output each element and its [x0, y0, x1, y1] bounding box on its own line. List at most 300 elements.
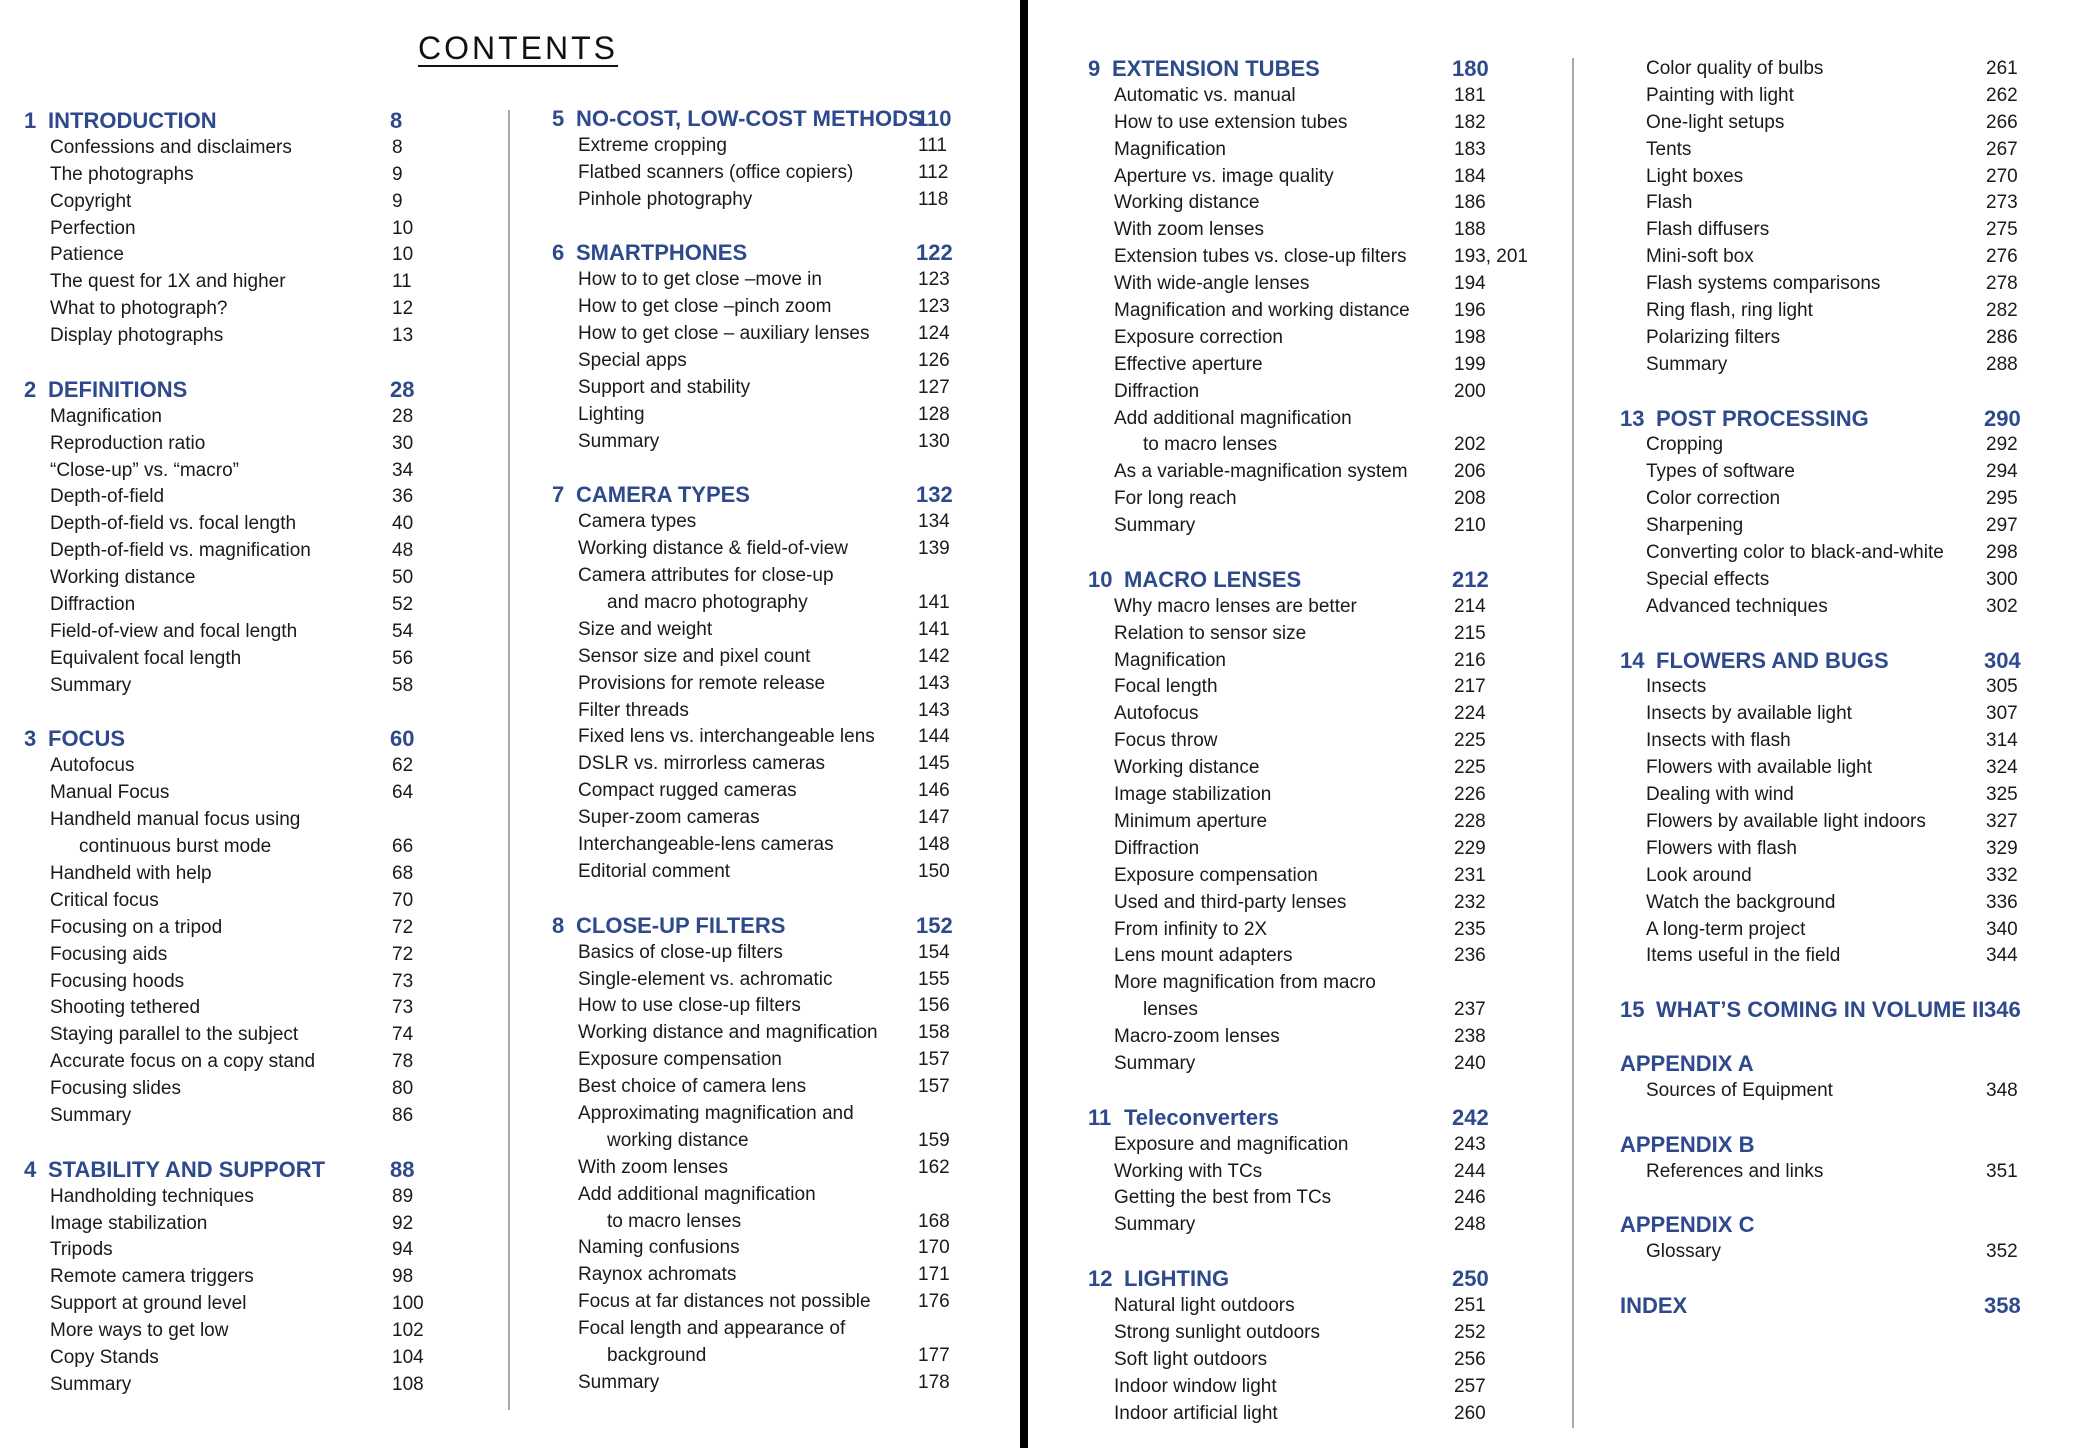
- page-divider: [1020, 0, 1028, 1448]
- toc-entry[interactable]: [1088, 513, 1528, 540]
- entry-title: Fixed lens vs. interchangeable lens: [578, 726, 875, 748]
- toc-entry[interactable]: [24, 1345, 444, 1372]
- entry-page: 198: [1454, 326, 1486, 348]
- entry-title: Insects by available light: [1646, 703, 1852, 725]
- entry-title: With wide-angle lenses: [1114, 273, 1310, 295]
- entry-page: 246: [1454, 1187, 1486, 1209]
- entry-page: 244: [1454, 1160, 1486, 1182]
- toc-entry[interactable]: [24, 1076, 444, 1103]
- toc-entry[interactable]: [24, 431, 444, 458]
- entry-title: Working with TCs: [1114, 1160, 1263, 1182]
- entry-page: 12: [392, 298, 414, 320]
- entry-page: 228: [1454, 810, 1486, 832]
- toc-entry[interactable]: [552, 1316, 962, 1343]
- section-gap: [1620, 1024, 2040, 1051]
- entry-page: 73: [392, 997, 414, 1019]
- entry-page: 134: [918, 511, 950, 533]
- toc-entry[interactable]: [1088, 621, 1528, 648]
- toc-entry[interactable]: [552, 617, 962, 644]
- chapter-page: 8: [390, 108, 403, 133]
- entry-page: 256: [1454, 1348, 1486, 1370]
- toc-entry[interactable]: [1620, 271, 2040, 298]
- toc-entry[interactable]: [552, 294, 962, 321]
- toc-entry[interactable]: [552, 1262, 962, 1289]
- toc-entry[interactable]: [1088, 271, 1528, 298]
- entry-title: Equivalent focal length: [50, 647, 242, 669]
- toc-entry[interactable]: [552, 993, 962, 1020]
- toc-entry[interactable]: [1088, 701, 1528, 728]
- entry-page: 332: [1986, 864, 2018, 886]
- entry-title: With zoom lenses: [1114, 219, 1264, 241]
- toc-entry[interactable]: [24, 646, 444, 673]
- entry-title: Handheld with help: [50, 862, 212, 884]
- entry-title: Copy Stands: [50, 1346, 159, 1368]
- chapter-heading[interactable]: [552, 106, 962, 133]
- toc-entry[interactable]: [24, 404, 444, 431]
- entry-page: 66: [392, 836, 414, 858]
- chapter-page: 358: [1984, 1292, 2021, 1318]
- entry-title: Advanced techniques: [1646, 595, 1828, 617]
- toc-entry[interactable]: [24, 216, 444, 243]
- toc-entry[interactable]: [24, 995, 444, 1022]
- toc-entry[interactable]: [1620, 836, 2040, 863]
- entry-title: lenses: [1143, 999, 1198, 1021]
- toc-entry[interactable]: [1088, 110, 1528, 137]
- toc-entry[interactable]: [1620, 809, 2040, 836]
- entry-page: 150: [918, 860, 950, 882]
- section-gap: [1620, 1266, 2040, 1293]
- toc-entry[interactable]: [552, 1047, 962, 1074]
- toc-entry[interactable]: [1620, 137, 2040, 164]
- chapter-heading[interactable]: [1620, 1132, 2040, 1159]
- toc-entry[interactable]: [1088, 809, 1528, 836]
- section-gap: [552, 456, 962, 483]
- entry-title: Tripods: [50, 1239, 113, 1261]
- chapter-heading[interactable]: [24, 377, 444, 404]
- entry-page: 170: [918, 1237, 950, 1259]
- toc-entry[interactable]: [1620, 863, 2040, 890]
- column-rule: [508, 110, 510, 1410]
- entry-title: For long reach: [1114, 488, 1237, 510]
- toc-entry[interactable]: [24, 942, 444, 969]
- toc-entry[interactable]: [24, 1291, 444, 1318]
- entry-title: More magnification from macro: [1114, 972, 1376, 994]
- toc-entry[interactable]: [1088, 1293, 1528, 1320]
- entry-page: 50: [392, 567, 414, 589]
- toc-entry[interactable]: [1620, 1078, 2040, 1105]
- toc-entry[interactable]: [24, 511, 444, 538]
- toc-entry[interactable]: [24, 1264, 444, 1291]
- toc-entry[interactable]: [1088, 137, 1528, 164]
- entry-page: 92: [392, 1212, 414, 1234]
- chapter-title: FOCUS: [48, 726, 125, 752]
- toc-entry[interactable]: [1088, 1347, 1528, 1374]
- toc-entry[interactable]: [24, 969, 444, 996]
- toc-entry[interactable]: [24, 135, 444, 162]
- chapter-heading[interactable]: [1620, 1051, 2040, 1078]
- entry-page: 142: [918, 645, 950, 667]
- toc-entry[interactable]: [1088, 1212, 1528, 1239]
- toc-entry[interactable]: [552, 509, 962, 536]
- toc-entry[interactable]: [552, 267, 962, 294]
- toc-entry[interactable]: [1620, 83, 2040, 110]
- section-gap: [1620, 970, 2040, 997]
- entry-title: Items useful in the field: [1646, 945, 1841, 967]
- toc-entry[interactable]: [1088, 1051, 1528, 1078]
- toc-entry[interactable]: [1088, 1320, 1528, 1347]
- entry-title: Exposure compensation: [578, 1049, 782, 1071]
- entry-page: 276: [1986, 246, 2018, 268]
- entry-title: Light boxes: [1646, 165, 1744, 187]
- toc-entry[interactable]: [1088, 459, 1528, 486]
- toc-entry[interactable]: [24, 592, 444, 619]
- entry-page: 188: [1454, 219, 1486, 241]
- chapter-heading[interactable]: [24, 108, 444, 135]
- toc-entry[interactable]: [1620, 1239, 2040, 1266]
- toc-entry[interactable]: [552, 724, 962, 751]
- toc-entry[interactable]: [552, 1209, 962, 1236]
- entry-page: 30: [392, 432, 414, 454]
- section-gap: [552, 886, 962, 913]
- entry-title: Summary: [50, 674, 132, 696]
- entry-title: Display photographs: [50, 325, 224, 347]
- toc-entry[interactable]: [1088, 1132, 1528, 1159]
- toc-entry[interactable]: [1088, 594, 1528, 621]
- chapter-heading[interactable]: [1620, 1293, 2040, 1320]
- entry-title: Critical focus: [50, 889, 159, 911]
- toc-entry[interactable]: [24, 269, 444, 296]
- entry-page: 52: [392, 594, 414, 616]
- toc-entry[interactable]: [552, 160, 962, 187]
- entry-title: Lighting: [578, 403, 645, 425]
- toc-entry[interactable]: [552, 563, 962, 590]
- toc-entry[interactable]: [1088, 1401, 1528, 1428]
- toc-entry[interactable]: [1620, 755, 2040, 782]
- toc-entry[interactable]: [1088, 379, 1528, 406]
- entry-title: Macro-zoom lenses: [1114, 1026, 1280, 1048]
- entry-page: 215: [1454, 622, 1486, 644]
- toc-entry[interactable]: [24, 1318, 444, 1345]
- toc-entry[interactable]: [552, 1182, 962, 1209]
- chapter-title: STABILITY AND SUPPORT: [48, 1156, 326, 1182]
- section-gap: [1088, 1239, 1528, 1266]
- toc-entry[interactable]: [552, 859, 962, 886]
- toc-entry[interactable]: [1088, 863, 1528, 890]
- toc-entry[interactable]: [1620, 298, 2040, 325]
- entry-page: 196: [1454, 300, 1486, 322]
- toc-entry[interactable]: [552, 321, 962, 348]
- entry-title: Glossary: [1646, 1241, 1721, 1263]
- toc-entry[interactable]: [552, 967, 962, 994]
- toc-entry[interactable]: [1088, 970, 1528, 997]
- toc-entry[interactable]: [1088, 352, 1528, 379]
- entry-page: 10: [392, 217, 414, 239]
- toc-entry[interactable]: [1088, 406, 1528, 433]
- entry-page: 314: [1986, 730, 2018, 752]
- chapter-heading[interactable]: [1620, 1212, 2040, 1239]
- toc-entry[interactable]: [1620, 244, 2040, 271]
- toc-entry[interactable]: [552, 805, 962, 832]
- entry-page: 186: [1454, 192, 1486, 214]
- toc-entry[interactable]: [1620, 567, 2040, 594]
- toc-entry[interactable]: [1088, 486, 1528, 513]
- toc-entry[interactable]: [24, 484, 444, 511]
- toc-entry[interactable]: [1088, 432, 1528, 459]
- chapter-page: 110: [916, 106, 952, 131]
- entry-page: 288: [1986, 353, 2018, 375]
- chapter-page: 180: [1452, 56, 1489, 81]
- chapter-title: EXTENSION TUBES: [1112, 56, 1320, 81]
- chapter-page: 290: [1984, 405, 2021, 431]
- chapter-heading[interactable]: [552, 482, 962, 509]
- toc-entry[interactable]: [1620, 459, 2040, 486]
- entry-page: 146: [918, 780, 950, 802]
- entry-title: How to use close-up filters: [578, 995, 801, 1017]
- toc-entry[interactable]: [24, 915, 444, 942]
- toc-entry[interactable]: [552, 832, 962, 859]
- entry-page: 300: [1986, 568, 2018, 590]
- toc-entry[interactable]: [1088, 83, 1528, 110]
- entry-title: Flash: [1646, 192, 1693, 214]
- chapter-heading[interactable]: [1088, 1266, 1528, 1293]
- toc-entry[interactable]: [1088, 298, 1528, 325]
- entry-title: Summary: [1114, 1214, 1196, 1236]
- entry-page: 261: [1986, 58, 2018, 79]
- toc-entry[interactable]: [24, 1022, 444, 1049]
- toc-entry[interactable]: [1088, 648, 1528, 675]
- entry-page: 154: [918, 941, 950, 963]
- entry-title: Sensor size and pixel count: [578, 645, 811, 667]
- entry-page: 208: [1454, 488, 1486, 510]
- entry-page: 231: [1454, 864, 1486, 886]
- toc-entry[interactable]: [1088, 190, 1528, 217]
- toc-entry[interactable]: [1088, 244, 1528, 271]
- entry-page: 302: [1986, 595, 2018, 617]
- toc-entry[interactable]: [24, 888, 444, 915]
- toc-entry[interactable]: [552, 1074, 962, 1101]
- toc-entry[interactable]: [552, 698, 962, 725]
- toc-entry[interactable]: [1088, 217, 1528, 244]
- toc-entry[interactable]: [552, 348, 962, 375]
- toc-entry[interactable]: [1088, 890, 1528, 917]
- toc-entry[interactable]: [1620, 217, 2040, 244]
- toc-entry[interactable]: [1620, 164, 2040, 191]
- toc-entry[interactable]: [552, 1343, 962, 1370]
- entry-title: With zoom lenses: [578, 1156, 728, 1178]
- toc-entry[interactable]: [1620, 890, 2040, 917]
- entry-page: 143: [918, 672, 950, 694]
- chapter-title: APPENDIX A: [1620, 1050, 1754, 1076]
- entry-page: 143: [918, 699, 950, 721]
- entry-page: 352: [1986, 1241, 2018, 1263]
- toc-entry[interactable]: [24, 1237, 444, 1264]
- chapter-heading[interactable]: [1620, 648, 2040, 675]
- toc-entry[interactable]: [552, 1020, 962, 1047]
- entry-title: Diffraction: [50, 594, 136, 616]
- entry-title: Summary: [1646, 353, 1728, 375]
- entry-title: to macro lenses: [607, 1210, 742, 1232]
- entry-page: 130: [918, 430, 950, 452]
- entry-page: 86: [392, 1104, 414, 1126]
- toc-entry[interactable]: [24, 565, 444, 592]
- toc-entry[interactable]: [24, 458, 444, 485]
- entry-page: 80: [392, 1078, 414, 1100]
- entry-title: Flatbed scanners (office copiers): [578, 161, 854, 183]
- toc-entry[interactable]: [1620, 432, 2040, 459]
- toc-entry[interactable]: [1620, 513, 2040, 540]
- entry-page: 267: [1986, 138, 2018, 160]
- chapter-heading[interactable]: [552, 240, 962, 267]
- entry-title: Provisions for remote release: [578, 672, 826, 694]
- toc-entry[interactable]: [552, 402, 962, 429]
- toc-entry[interactable]: [552, 1235, 962, 1262]
- toc-entry[interactable]: [24, 753, 444, 780]
- toc-entry[interactable]: [552, 375, 962, 402]
- entry-title: Summary: [578, 1371, 660, 1393]
- chapter-heading[interactable]: [1088, 1105, 1528, 1132]
- toc-entry[interactable]: [1620, 486, 2040, 513]
- chapter-heading[interactable]: [24, 1157, 444, 1184]
- toc-entry[interactable]: [24, 834, 444, 861]
- entry-page: 214: [1454, 595, 1486, 617]
- entry-title: background: [607, 1344, 707, 1366]
- toc-entry[interactable]: [1620, 917, 2040, 944]
- toc-entry[interactable]: [1620, 325, 2040, 352]
- toc-entry[interactable]: [24, 189, 444, 216]
- toc-entry[interactable]: [552, 778, 962, 805]
- toc-entry[interactable]: [24, 296, 444, 323]
- toc-entry[interactable]: [552, 671, 962, 698]
- chapter-heading[interactable]: [1620, 997, 2040, 1024]
- toc-entry[interactable]: [1088, 1185, 1528, 1212]
- chapter-number: 7: [552, 482, 565, 508]
- toc-entry[interactable]: [552, 940, 962, 967]
- entry-title: DSLR vs. mirrorless cameras: [578, 753, 826, 775]
- entry-page: 236: [1454, 945, 1486, 967]
- chapter-heading[interactable]: [24, 726, 444, 753]
- toc-entry[interactable]: [24, 619, 444, 646]
- entry-page: 128: [918, 403, 950, 425]
- toc-entry[interactable]: [1088, 836, 1528, 863]
- toc-entry[interactable]: [1088, 917, 1528, 944]
- toc-entry[interactable]: [1620, 701, 2040, 728]
- chapter-heading[interactable]: [552, 913, 962, 940]
- entry-title: Diffraction: [1114, 837, 1200, 859]
- toc-entry[interactable]: [1620, 1159, 2040, 1186]
- toc-entry[interactable]: [552, 536, 962, 563]
- toc-entry[interactable]: [552, 429, 962, 456]
- entry-title: Focusing slides: [50, 1078, 181, 1100]
- toc-entry[interactable]: [1620, 352, 2040, 379]
- entry-page: 127: [918, 376, 950, 398]
- toc-entry[interactable]: [1620, 110, 2040, 137]
- toc-entry[interactable]: [24, 861, 444, 888]
- entry-page: 9: [392, 163, 403, 185]
- toc-entry[interactable]: [1088, 164, 1528, 191]
- toc-entry[interactable]: [552, 1370, 962, 1397]
- toc-entry[interactable]: [1620, 782, 2040, 809]
- chapter-heading[interactable]: [1088, 567, 1528, 594]
- toc-entry[interactable]: [24, 1372, 444, 1399]
- toc-entry[interactable]: [1088, 755, 1528, 782]
- toc-entry[interactable]: [24, 538, 444, 565]
- toc-entry[interactable]: [1088, 997, 1528, 1024]
- toc-entry[interactable]: [24, 807, 444, 834]
- toc-entry[interactable]: [24, 323, 444, 350]
- entry-page: 248: [1454, 1214, 1486, 1236]
- toc-entry[interactable]: [552, 1289, 962, 1316]
- toc-entry[interactable]: [24, 1211, 444, 1238]
- entry-title: Dealing with wind: [1646, 784, 1794, 806]
- toc-entry[interactable]: [1620, 56, 2040, 83]
- toc-entry[interactable]: [1620, 594, 2040, 621]
- entry-page: 112: [918, 161, 949, 183]
- entry-title: Exposure compensation: [1114, 864, 1318, 886]
- toc-entry[interactable]: [1088, 728, 1528, 755]
- toc-entry[interactable]: [552, 590, 962, 617]
- toc-entry[interactable]: [24, 673, 444, 700]
- toc-entry[interactable]: [24, 1103, 444, 1130]
- toc-entry[interactable]: [552, 1128, 962, 1155]
- entry-page: 278: [1986, 273, 2018, 295]
- entry-title: Depth-of-field vs. magnification: [50, 540, 311, 562]
- toc-entry[interactable]: [24, 780, 444, 807]
- chapter-page: 28: [390, 376, 415, 402]
- entry-page: 123: [918, 269, 950, 291]
- entry-page: 64: [392, 782, 414, 804]
- toc-entry[interactable]: [24, 1049, 444, 1076]
- entry-page: 162: [918, 1156, 950, 1178]
- toc-entry[interactable]: [552, 751, 962, 778]
- toc-entry[interactable]: [1088, 325, 1528, 352]
- toc-entry[interactable]: [552, 187, 962, 214]
- toc-entry[interactable]: [1088, 943, 1528, 970]
- toc-entry[interactable]: [1620, 943, 2040, 970]
- toc-entry[interactable]: [1620, 190, 2040, 217]
- entry-title: Interchangeable-lens cameras: [578, 834, 834, 856]
- entry-title: References and links: [1646, 1160, 1824, 1182]
- entry-page: 28: [392, 405, 414, 427]
- toc-entry[interactable]: [552, 1155, 962, 1182]
- toc-entry[interactable]: [1088, 674, 1528, 701]
- toc-entry[interactable]: [1088, 1159, 1528, 1186]
- toc-entry[interactable]: [1088, 1024, 1528, 1051]
- chapter-heading[interactable]: [1088, 56, 1528, 83]
- toc-entry[interactable]: [1620, 540, 2040, 567]
- chapter-heading[interactable]: [1620, 406, 2040, 433]
- toc-entry[interactable]: [1620, 674, 2040, 701]
- entry-page: 36: [392, 486, 414, 508]
- entry-page: 202: [1454, 434, 1486, 456]
- toc-entry[interactable]: [24, 1184, 444, 1211]
- toc-entry[interactable]: [24, 162, 444, 189]
- chapter-title: DEFINITIONS: [48, 376, 188, 402]
- entry-title: Focus throw: [1114, 730, 1218, 752]
- entry-page: 297: [1986, 515, 2018, 537]
- toc-entry[interactable]: [552, 133, 962, 160]
- entry-page: 329: [1986, 837, 2018, 859]
- toc-entry[interactable]: [1620, 728, 2040, 755]
- entry-page: 351: [1986, 1160, 2018, 1182]
- toc-column-4: [1620, 56, 2040, 1320]
- chapter-title: CAMERA TYPES: [576, 482, 750, 508]
- toc-entry[interactable]: [1088, 1374, 1528, 1401]
- toc-entry[interactable]: [552, 644, 962, 671]
- entry-page: 232: [1454, 891, 1486, 913]
- toc-entry[interactable]: [24, 242, 444, 269]
- toc-entry[interactable]: [1088, 782, 1528, 809]
- toc-entry[interactable]: [552, 1101, 962, 1128]
